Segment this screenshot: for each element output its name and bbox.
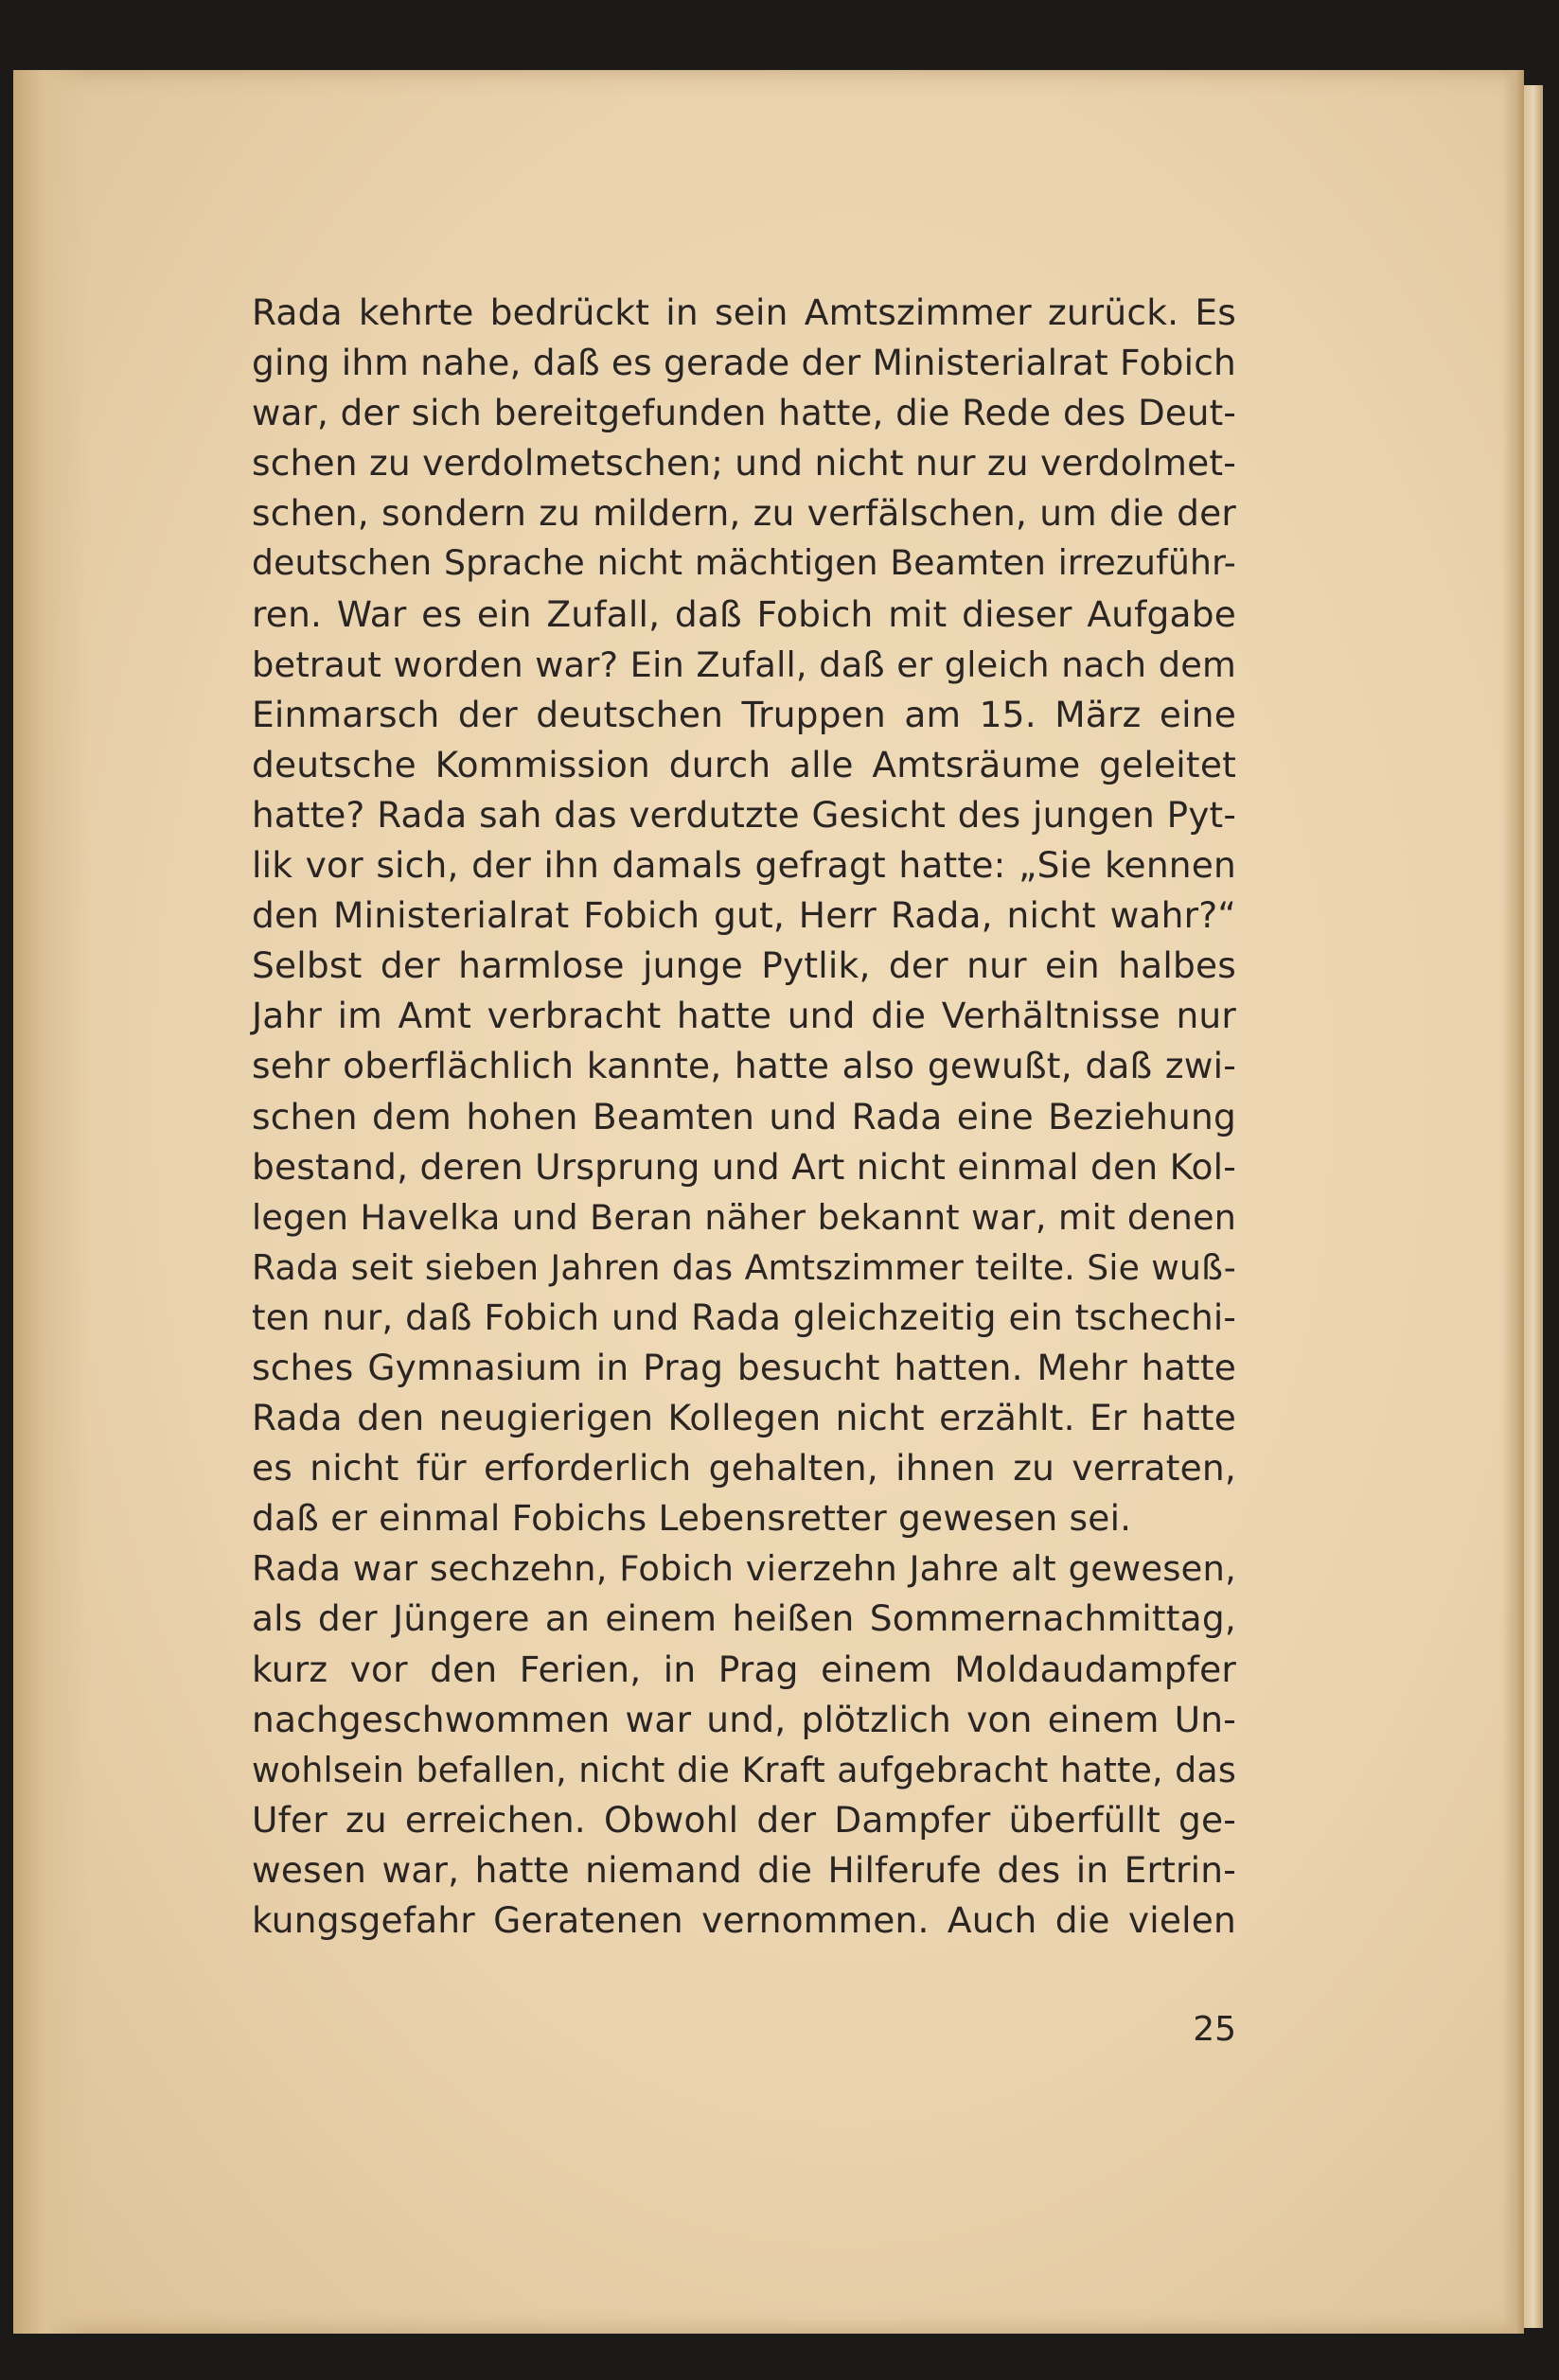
- text-line: sches Gymnasium in Prag besucht hatten. Mehr hatte: [252, 1346, 1236, 1388]
- text-line: ren. War es ein Zufall, daß Fobich mit dieser Aufgabe: [252, 592, 1236, 635]
- text-line: betraut worden war? Ein Zufall, daß er gleich nach dem: [252, 643, 1236, 685]
- text-line: Rada den neugierigen Kollegen nicht erzählt. Er hatte: [252, 1397, 1236, 1439]
- text-line: deutschen Sprache nicht mächtigen Beamten irrezuführ-: [252, 543, 1236, 584]
- text-line: legen Havelka und Beran näher bekannt war, mit denen: [252, 1196, 1236, 1238]
- text-line: Selbst der harmlose junge Pytlik, der nur ein halbes: [252, 944, 1236, 987]
- text-line: daß er einmal Fobichs Lebensretter gewesen sei.: [252, 1497, 1132, 1540]
- text-line: kungsgefahr Geratenen vernommen. Auch die vielen: [252, 1899, 1236, 1941]
- text-line: wesen war, hatte niemand die Hilferufe des in Ertrin-: [252, 1848, 1236, 1891]
- text-line: es nicht für erforderlich gehalten, ihnen zu verraten,: [252, 1447, 1236, 1490]
- page-number: 25: [1193, 2010, 1236, 2049]
- text-line: lik vor sich, der ihn damals gefragt hatte: „Sie kennen: [252, 844, 1236, 887]
- text-line: deutsche Kommission durch alle Amtsräume geleitet: [252, 743, 1236, 785]
- book-fore-edge: [1524, 85, 1543, 2328]
- body-text: [252, 288, 1236, 1946]
- text-line: den Ministerialrat Fobich gut, Herr Rada, nicht wahr?“: [252, 894, 1236, 937]
- text-line: als der Jüngere an einem heißen Sommernachmittag,: [252, 1597, 1236, 1640]
- text-line: Ufer zu erreichen. Obwohl der Dampfer überfüllt ge-: [252, 1798, 1236, 1841]
- text-line: ten nur, daß Fobich und Rada gleichzeitig ein tschechi-: [252, 1296, 1236, 1338]
- text-line: bestand, deren Ursprung und Art nicht einmal den Kol-: [252, 1145, 1236, 1188]
- page-gutter-shadow: [13, 70, 89, 2334]
- text-line: schen, sondern zu mildern, zu verfälschen, um die der: [252, 492, 1236, 535]
- text-line: sehr oberflächlich kannte, hatte also gewußt, daß zwi-: [252, 1045, 1236, 1087]
- text-line: ging ihm nahe, daß es gerade der Ministerialrat Fobich: [252, 342, 1237, 384]
- text-line: wohlsein befallen, nicht die Kraft aufgebracht hatte, das: [252, 1749, 1236, 1790]
- text-line: schen zu verdolmetschen; und nicht nur zu verdolmet-: [252, 442, 1236, 485]
- text-line: Einmarsch der deutschen Truppen am 15. März eine: [252, 693, 1236, 735]
- text-line: kurz vor den Ferien, in Prag einem Moldaudampfer: [252, 1648, 1236, 1690]
- text-line: Jahr im Amt verbracht hatte und die Verhältnisse nur: [252, 995, 1236, 1037]
- text-line: Rada kehrte bedrückt in sein Amtszimmer zurück. Es: [252, 291, 1236, 333]
- text-line: Rada seit sieben Jahren das Amtszimmer teilte. Sie wuß-: [252, 1246, 1236, 1288]
- text-line: Rada war sechzehn, Fobich vierzehn Jahre alt gewesen,: [252, 1548, 1236, 1590]
- text-line: war, der sich bereitgefunden hatte, die Rede des Deut-: [252, 393, 1236, 434]
- text-line: schen dem hohen Beamten und Rada eine Beziehung: [252, 1095, 1236, 1137]
- text-line: hatte? Rada sah das verdutzte Gesicht des jungen Pyt-: [252, 793, 1236, 836]
- page-edge-shadow: [1503, 70, 1524, 2334]
- text-line: nachgeschwommen war und, plötzlich von einem Un-: [252, 1698, 1236, 1740]
